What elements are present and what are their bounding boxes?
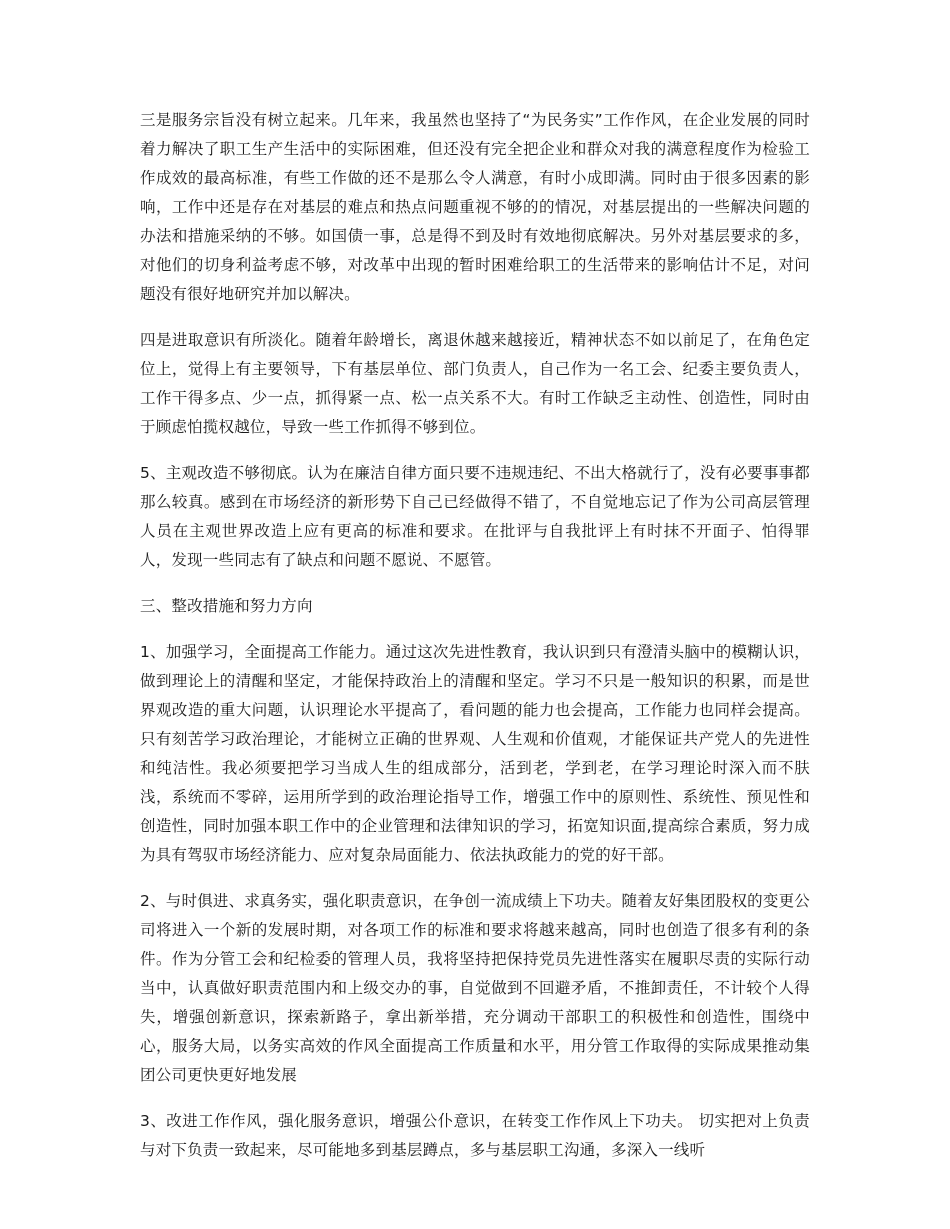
document-body [140,106,810,1182]
paragraph-strengthen-study: 1、加强学习，全面提高工作能力。通过这次先进性教育，我认识到只有澄清头脑中的模糊认识，做到理论上的清醒和坚定，才能保持政治上的清醒和坚定。学习不只是一般知识的积累，而是世界观改造的重大问题，认识理论水平提高了，看问题的能力也会提高，工作能力也同样会提高。只有刻苦学习政治理论，才能树立正确的世界观、人生观和价值观，才能保证共产党人的先进性和纯洁性。我必须要把学习当成人生的组成部分，活到老，学到老，在学习理论时深入而不肤浅，系统而不零碎，运用所学到的政治理论指导工作，增强工作中的原则性、系统性、预见性和创造性，同时加强本职工作中的企业管理和法律知识的学习，拓宽知识面,提高综合素质，努力成为具有驾驭市场经济能力、应对复杂局面能力、依法执政能力的党的好干部。 [140,643,810,864]
section-heading-rectification: 三、整改措施和努力方向 [140,597,313,615]
paragraph-keep-pace: 2、与时俱进、求真务实，强化职责意识，在争创一流成绩上下功夫。随着友好集团股权的变更公司将进入一个新的发展时期，对各项工作的标准和要求将越来越高，同时也创造了很多有利的条件。作为分管工会和纪检委的管理人员，我将坚持把保持党员先进性落实在履职尽责的实际行动当中，认真做好职责范围内和上级交办的事，自觉做到不回避矛盾，不推卸责任，不计较个人得失，增强创新意识，探索新路子，拿出新举措，充分调动干部职工的积极性和创造性，围绕中心，服务大局，以务实高效的作风全面提高工作质量和水平，用分管工作取得的实际成果推动集团公司更快更好地发展 [140,892,810,1084]
paragraph-improve-style: 3、改进工作作风，强化服务意识，增强公仆意识，在转变工作作风上下功夫。 切实把对上负责与对下负责一致起来，尽可能地多到基层蹲点，多与基层职工沟通，多深入一线听 [140,1112,810,1159]
paragraph-enterprising-spirit: 四是进取意识有所淡化。随着年龄增长，离退休越来越接近，精神状态不如以前足了，在角色定位上，觉得上有主要领导，下有基层单位、部门负责人，自己作为一名工会、纪委主要负责人，工作干得多点、少一点，抓得紧一点、松一点关系不大。有时工作缺乏主动性、创造性，同时由于顾虑怕揽权越位，导致一些工作抓得不够到位。 [140,331,810,436]
paragraph-service-purpose: 三是服务宗旨没有树立起来。几年来，我虽然也坚持了“为民务实”工作作风，在企业发展的同时着力解决了职工生产生活中的实际困难，但还没有完全把企业和群众对我的满意程度作为检验工作成效的最高标准，有些工作做的还不是那么令人满意，有时小成即满。同时由于很多因素的影响，工作中还是存在对基层的难点和热点问题重视不够的的情况，对基层提出的一些解决问题的办法和措施采纳的不够。如国债一事，总是得不到及时有效地彻底解决。另外对基层要求的多，对他们的切身利益考虑不够，对改革中出现的暂时困难给职工的生活带来的影响估计不足，对问题没有很好地研究并加以解决。 [140,111,810,303]
paragraph-subjective-reform: 5、主观改造不够彻底。认为在廉洁自律方面只要不违规违纪、不出大格就行了，没有必要事事都那么较真。感到在市场经济的新形势下自己已经做得不错了，不自觉地忘记了作为公司高层管理人员在主观世界改造上应有更高的标准和要求。在批评与自我批评上有时抹不开面子、怕得罪人，发现一些同志有了缺点和问题不愿说、不愿管。 [140,464,810,569]
